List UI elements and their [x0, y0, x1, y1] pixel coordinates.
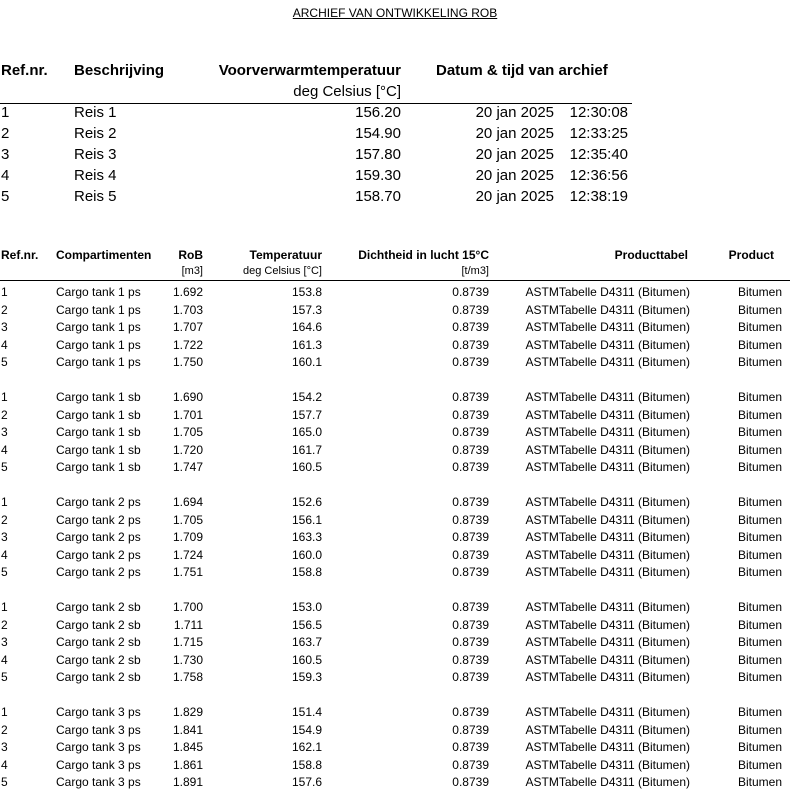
detail-rob: 1.747 — [172, 460, 203, 474]
detail-ref: 2 — [1, 617, 8, 632]
detail-row — [0, 722, 790, 740]
detail-product: Bitumen — [737, 442, 782, 457]
detail-rob: 1.700 — [172, 600, 203, 614]
detail-header-rob: RoB — [178, 248, 203, 262]
summary-row — [0, 167, 632, 188]
detail-row — [0, 547, 790, 565]
summary-time: 12:38:19 — [569, 188, 628, 205]
detail-temp: 154.2 — [291, 390, 322, 404]
detail-rob: 1.694 — [172, 495, 203, 509]
detail-temp: 153.8 — [291, 285, 322, 299]
detail-compartment: Cargo tank 3 ps — [56, 705, 141, 719]
detail-ref: 2 — [1, 302, 8, 317]
detail-unit-temp: deg Celsius [°C] — [243, 265, 322, 277]
detail-product: Bitumen — [737, 425, 782, 439]
detail-producttable: ASTMTabelle D4311 (Bitumen) — [525, 495, 690, 509]
detail-rob: 1.692 — [172, 285, 203, 299]
detail-ref: 5 — [1, 670, 8, 684]
detail-header-comp: Compartimenten — [56, 248, 152, 262]
detail-compartment: Cargo tank 1 sb — [56, 390, 141, 404]
detail-density: 0.8739 — [452, 285, 489, 299]
detail-producttable: ASTMTabelle D4311 (Bitumen) — [525, 302, 690, 317]
detail-rob: 1.720 — [172, 442, 203, 457]
summary-rows — [0, 104, 632, 209]
detail-temp: 163.3 — [291, 530, 322, 544]
detail-temp: 151.4 — [291, 705, 322, 719]
detail-producttable: ASTMTabelle D4311 (Bitumen) — [525, 600, 690, 614]
detail-density: 0.8739 — [452, 705, 489, 719]
detail-producttable: ASTMTabelle D4311 (Bitumen) — [525, 530, 690, 544]
detail-producttable: ASTMTabelle D4311 (Bitumen) — [525, 705, 690, 719]
detail-rob: 1.722 — [172, 337, 203, 352]
detail-product: Bitumen — [737, 407, 782, 422]
detail-product: Bitumen — [737, 722, 782, 737]
summary-date: 20 jan 2025 — [475, 146, 554, 163]
detail-ref: 5 — [1, 355, 8, 369]
detail-row — [0, 599, 790, 617]
detail-producttable: ASTMTabelle D4311 (Bitumen) — [525, 652, 690, 667]
detail-producttable: ASTMTabelle D4311 (Bitumen) — [525, 740, 690, 754]
detail-temp: 158.8 — [291, 565, 322, 579]
detail-compartment: Cargo tank 1 sb — [56, 407, 141, 422]
detail-density: 0.8739 — [452, 722, 489, 737]
summary-date: 20 jan 2025 — [475, 125, 554, 142]
detail-compartment: Cargo tank 2 sb — [56, 600, 141, 614]
detail-producttable: ASTMTabelle D4311 (Bitumen) — [525, 460, 690, 474]
detail-row — [0, 319, 790, 337]
summary-ref: 4 — [1, 167, 10, 184]
detail-density: 0.8739 — [452, 565, 489, 579]
summary-row — [0, 125, 632, 146]
summary-header-desc: Beschrijving — [74, 62, 165, 79]
detail-temp: 161.3 — [291, 337, 322, 352]
detail-temp: 160.0 — [291, 547, 322, 562]
detail-product: Bitumen — [737, 302, 782, 317]
detail-density: 0.8739 — [452, 530, 489, 544]
summary-date: 20 jan 2025 — [475, 188, 554, 205]
detail-row — [0, 704, 790, 722]
detail-producttable: ASTMTabelle D4311 (Bitumen) — [525, 337, 690, 352]
detail-unit-rob: [m3] — [181, 265, 203, 277]
detail-producttable: ASTMTabelle D4311 (Bitumen) — [525, 407, 690, 422]
summary-table — [0, 62, 632, 209]
detail-row — [0, 407, 790, 425]
detail-product: Bitumen — [737, 390, 782, 404]
detail-compartment: Cargo tank 2 ps — [56, 512, 141, 527]
detail-ref: 1 — [1, 390, 8, 404]
detail-row — [0, 424, 790, 442]
detail-ref: 4 — [1, 442, 8, 457]
summary-time: 12:33:25 — [569, 125, 628, 142]
detail-row — [0, 757, 790, 775]
detail-temp: 157.6 — [291, 775, 322, 789]
detail-temp: 160.5 — [291, 460, 322, 474]
detail-temp: 156.1 — [291, 512, 322, 527]
detail-compartment: Cargo tank 1 sb — [56, 460, 141, 474]
report-title: ARCHIEF VAN ONTWIKKELING ROB — [292, 6, 498, 20]
detail-rob: 1.751 — [172, 565, 203, 579]
detail-rob: 1.705 — [172, 425, 203, 439]
group-spacer — [0, 582, 790, 600]
detail-ref: 2 — [1, 512, 8, 527]
detail-ref: 3 — [1, 425, 8, 439]
detail-density: 0.8739 — [452, 425, 489, 439]
detail-compartment: Cargo tank 2 sb — [56, 617, 141, 632]
detail-rob: 1.841 — [172, 722, 203, 737]
detail-header-dens: Dichtheid in lucht 15°C — [358, 248, 489, 262]
detail-row — [0, 284, 790, 302]
detail-ref: 2 — [1, 407, 8, 422]
detail-density: 0.8739 — [452, 320, 489, 334]
detail-density: 0.8739 — [452, 460, 489, 474]
detail-ref: 1 — [1, 495, 8, 509]
group-spacer — [0, 477, 790, 495]
detail-density: 0.8739 — [452, 442, 489, 457]
summary-temp: 154.90 — [355, 125, 401, 142]
summary-time: 12:36:56 — [569, 167, 628, 184]
detail-temp: 165.0 — [291, 425, 322, 439]
summary-desc: Reis 2 — [74, 125, 117, 142]
detail-product: Bitumen — [737, 460, 782, 474]
summary-header-temp: Voorverwarmtemperatuur — [218, 62, 401, 79]
detail-temp: 162.1 — [291, 740, 322, 754]
detail-product: Bitumen — [737, 565, 782, 579]
detail-row — [0, 652, 790, 670]
detail-compartment: Cargo tank 1 sb — [56, 442, 141, 457]
detail-compartment: Cargo tank 2 sb — [56, 670, 141, 684]
detail-producttable: ASTMTabelle D4311 (Bitumen) — [525, 547, 690, 562]
detail-row — [0, 354, 790, 372]
detail-product: Bitumen — [737, 775, 782, 789]
group-spacer — [0, 372, 790, 390]
detail-temp: 159.3 — [291, 670, 322, 684]
detail-product: Bitumen — [737, 670, 782, 684]
detail-density: 0.8739 — [452, 407, 489, 422]
detail-rob: 1.724 — [172, 547, 203, 562]
detail-table — [0, 248, 790, 792]
detail-product: Bitumen — [737, 740, 782, 754]
detail-product: Bitumen — [737, 652, 782, 667]
detail-ref: 2 — [1, 722, 8, 737]
summary-temp: 156.20 — [355, 104, 401, 121]
detail-producttable: ASTMTabelle D4311 (Bitumen) — [525, 670, 690, 684]
detail-ref: 4 — [1, 547, 8, 562]
detail-compartment: Cargo tank 3 ps — [56, 722, 141, 737]
detail-rob: 1.705 — [172, 512, 203, 527]
summary-ref: 5 — [1, 188, 10, 205]
detail-header-row — [0, 248, 790, 265]
detail-temp: 153.0 — [291, 600, 322, 614]
detail-density: 0.8739 — [452, 512, 489, 527]
detail-header-temp: Temperatuur — [249, 248, 322, 262]
detail-row — [0, 442, 790, 460]
summary-desc: Reis 1 — [74, 104, 117, 121]
detail-temp: 156.5 — [291, 617, 322, 632]
detail-compartment: Cargo tank 3 ps — [56, 775, 141, 789]
summary-header-row — [0, 62, 632, 83]
summary-ref: 2 — [1, 125, 10, 142]
detail-compartment: Cargo tank 1 ps — [56, 337, 141, 352]
summary-desc: Reis 5 — [74, 188, 117, 205]
detail-temp: 154.9 — [291, 722, 322, 737]
summary-temp: 157.80 — [355, 146, 401, 163]
summary-units-row — [0, 83, 632, 104]
detail-rob: 1.750 — [172, 355, 203, 369]
detail-compartment: Cargo tank 1 ps — [56, 285, 141, 299]
detail-density: 0.8739 — [452, 390, 489, 404]
detail-product: Bitumen — [737, 337, 782, 352]
detail-density: 0.8739 — [452, 302, 489, 317]
detail-rob: 1.829 — [172, 705, 203, 719]
detail-row — [0, 739, 790, 757]
detail-compartment: Cargo tank 2 ps — [56, 495, 141, 509]
detail-compartment: Cargo tank 1 ps — [56, 355, 141, 369]
detail-rob: 1.715 — [172, 635, 203, 649]
detail-compartment: Cargo tank 1 ps — [56, 320, 141, 334]
summary-desc: Reis 3 — [74, 146, 117, 163]
detail-header-ref: Ref.nr. — [1, 248, 39, 262]
detail-rob: 1.730 — [172, 652, 203, 667]
detail-row — [0, 512, 790, 530]
detail-product: Bitumen — [737, 320, 782, 334]
detail-temp: 160.1 — [291, 355, 322, 369]
detail-producttable: ASTMTabelle D4311 (Bitumen) — [525, 757, 690, 772]
detail-temp: 164.6 — [291, 320, 322, 334]
detail-ref: 5 — [1, 565, 8, 579]
detail-ref: 1 — [1, 285, 8, 299]
detail-compartment: Cargo tank 2 sb — [56, 635, 141, 649]
summary-row — [0, 104, 632, 125]
summary-time: 12:35:40 — [569, 146, 628, 163]
detail-temp: 152.6 — [291, 495, 322, 509]
detail-ref: 3 — [1, 740, 8, 754]
summary-date: 20 jan 2025 — [475, 104, 554, 121]
detail-density: 0.8739 — [452, 652, 489, 667]
detail-ref: 1 — [1, 600, 8, 614]
detail-density: 0.8739 — [452, 337, 489, 352]
detail-density: 0.8739 — [452, 740, 489, 754]
detail-producttable: ASTMTabelle D4311 (Bitumen) — [525, 355, 690, 369]
detail-rob: 1.861 — [172, 757, 203, 772]
group-spacer — [0, 687, 790, 705]
detail-producttable: ASTMTabelle D4311 (Bitumen) — [525, 425, 690, 439]
detail-producttable: ASTMTabelle D4311 (Bitumen) — [525, 442, 690, 457]
summary-ref: 3 — [1, 146, 10, 163]
detail-ref: 5 — [1, 460, 8, 474]
detail-row — [0, 669, 790, 687]
detail-producttable: ASTMTabelle D4311 (Bitumen) — [525, 285, 690, 299]
detail-row — [0, 617, 790, 635]
detail-rows — [0, 281, 790, 792]
summary-row — [0, 146, 632, 167]
detail-producttable: ASTMTabelle D4311 (Bitumen) — [525, 512, 690, 527]
detail-temp: 163.7 — [291, 635, 322, 649]
detail-row — [0, 634, 790, 652]
detail-producttable: ASTMTabelle D4311 (Bitumen) — [525, 635, 690, 649]
detail-product: Bitumen — [737, 617, 782, 632]
summary-header-ref: Ref.nr. — [1, 62, 48, 79]
detail-ref: 4 — [1, 757, 8, 772]
detail-producttable: ASTMTabelle D4311 (Bitumen) — [525, 775, 690, 789]
detail-product: Bitumen — [737, 547, 782, 562]
detail-producttable: ASTMTabelle D4311 (Bitumen) — [525, 617, 690, 632]
summary-temp: 159.30 — [355, 167, 401, 184]
summary-row — [0, 188, 632, 209]
summary-time: 12:30:08 — [569, 104, 628, 121]
summary-desc: Reis 4 — [74, 167, 117, 184]
summary-ref: 1 — [1, 104, 10, 121]
detail-temp: 157.3 — [291, 302, 322, 317]
detail-temp: 161.7 — [291, 442, 322, 457]
detail-row — [0, 337, 790, 355]
detail-density: 0.8739 — [452, 495, 489, 509]
detail-row — [0, 774, 790, 792]
detail-density: 0.8739 — [452, 635, 489, 649]
detail-ref: 5 — [1, 775, 8, 789]
detail-density: 0.8739 — [452, 617, 489, 632]
detail-ref: 3 — [1, 635, 8, 649]
detail-ref: 1 — [1, 705, 8, 719]
detail-temp: 158.8 — [291, 757, 322, 772]
detail-compartment: Cargo tank 2 ps — [56, 530, 141, 544]
detail-rob: 1.845 — [172, 740, 203, 754]
detail-rob: 1.709 — [172, 530, 203, 544]
detail-product: Bitumen — [737, 600, 782, 614]
detail-compartment: Cargo tank 3 ps — [56, 757, 141, 772]
detail-compartment: Cargo tank 1 ps — [56, 302, 141, 317]
detail-row — [0, 529, 790, 547]
detail-compartment: Cargo tank 1 sb — [56, 425, 141, 439]
detail-row — [0, 389, 790, 407]
detail-product: Bitumen — [737, 355, 782, 369]
detail-ref: 4 — [1, 337, 8, 352]
detail-product: Bitumen — [737, 285, 782, 299]
summary-date: 20 jan 2025 — [475, 167, 554, 184]
detail-producttable: ASTMTabelle D4311 (Bitumen) — [525, 390, 690, 404]
detail-rob: 1.758 — [172, 670, 203, 684]
detail-rob: 1.891 — [172, 775, 203, 789]
detail-compartment: Cargo tank 2 sb — [56, 652, 141, 667]
detail-rob: 1.707 — [172, 320, 203, 334]
detail-ref: 3 — [1, 320, 8, 334]
detail-unit-dens: [t/m3] — [461, 265, 489, 277]
summary-temp-unit: deg Celsius [°C] — [293, 83, 401, 100]
detail-row — [0, 302, 790, 320]
detail-producttable: ASTMTabelle D4311 (Bitumen) — [525, 565, 690, 579]
detail-density: 0.8739 — [452, 670, 489, 684]
detail-product: Bitumen — [737, 757, 782, 772]
detail-density: 0.8739 — [452, 600, 489, 614]
detail-density: 0.8739 — [452, 355, 489, 369]
detail-rob: 1.703 — [172, 302, 203, 317]
detail-compartment: Cargo tank 2 ps — [56, 547, 141, 562]
detail-header-ptab: Producttabel — [614, 248, 688, 262]
detail-ref: 3 — [1, 530, 8, 544]
detail-producttable: ASTMTabelle D4311 (Bitumen) — [525, 320, 690, 334]
detail-row — [0, 459, 790, 477]
detail-product: Bitumen — [737, 530, 782, 544]
detail-density: 0.8739 — [452, 547, 489, 562]
detail-header-prod: Product — [728, 248, 774, 262]
detail-rob: 1.711 — [173, 617, 203, 632]
detail-temp: 157.7 — [291, 407, 322, 422]
detail-compartment: Cargo tank 2 ps — [56, 565, 141, 579]
summary-temp: 158.70 — [355, 188, 401, 205]
detail-row — [0, 564, 790, 582]
detail-units-row — [0, 265, 790, 281]
detail-rob: 1.701 — [172, 407, 203, 422]
detail-product: Bitumen — [737, 495, 782, 509]
detail-density: 0.8739 — [452, 757, 489, 772]
detail-product: Bitumen — [737, 635, 782, 649]
detail-ref: 4 — [1, 652, 8, 667]
detail-product: Bitumen — [737, 512, 782, 527]
detail-density: 0.8739 — [452, 775, 489, 789]
detail-temp: 160.5 — [291, 652, 322, 667]
detail-rob: 1.690 — [172, 390, 203, 404]
summary-header-date: Datum & tijd van archief — [436, 62, 608, 79]
detail-compartment: Cargo tank 3 ps — [56, 740, 141, 754]
detail-product: Bitumen — [737, 705, 782, 719]
detail-row — [0, 494, 790, 512]
detail-producttable: ASTMTabelle D4311 (Bitumen) — [525, 722, 690, 737]
